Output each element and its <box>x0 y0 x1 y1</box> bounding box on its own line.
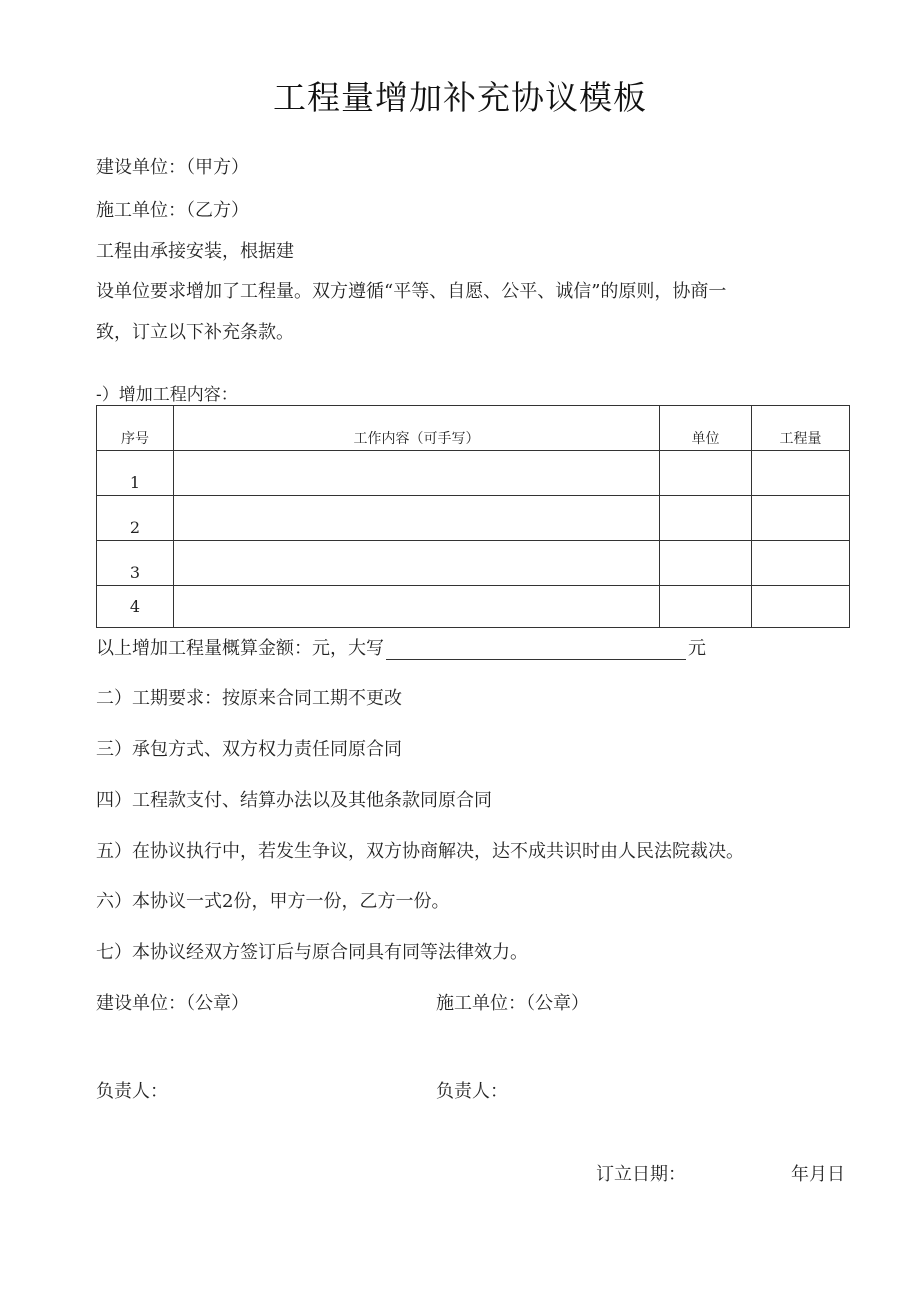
clause-7: 七）本协议经双方签订后与原合同具有同等法律效力。 <box>96 942 528 963</box>
table-header-row <box>97 406 850 451</box>
header-work-content: 工作内容（可手写） <box>174 406 660 451</box>
clause-5: 五）在协议执行中，若发生争议，双方协商解决，达不成共识时由人民法院裁决。 <box>96 841 744 862</box>
unit-cell[interactable] <box>660 541 752 586</box>
table-row <box>97 451 850 496</box>
estimate-line <box>96 634 706 660</box>
section-1-heading: -）增加工程内容： <box>96 385 238 405</box>
intro-line-3: 致，订立以下补充条款。 <box>96 322 294 343</box>
clause-2: 二）工期要求：按原来合同工期不更改 <box>96 688 402 709</box>
work-content-cell[interactable] <box>174 586 660 628</box>
clause-6: 六）本协议一式2份，甲方一份，乙方一份。 <box>96 891 450 912</box>
table-row <box>97 586 850 628</box>
intro-line-2: 设单位要求增加了工程量。双方遵循“平等、自愿、公平、诚信”的原则，协商一 <box>96 281 727 302</box>
estimate-suffix: 元 <box>688 638 706 659</box>
contractor-party-line: 施工单位：（乙方） <box>96 200 249 221</box>
row-index: 1 <box>97 451 174 496</box>
work-content-cell[interactable] <box>174 541 660 586</box>
header-unit: 单位 <box>660 406 752 451</box>
unit-cell[interactable] <box>660 586 752 628</box>
unit-cell[interactable] <box>660 496 752 541</box>
owner-party-line: 建设单位：（甲方） <box>96 157 249 178</box>
contractor-seal-label: 施工单位：（公章） <box>436 993 589 1014</box>
quantity-cell[interactable] <box>752 451 850 496</box>
row-index: 4 <box>97 586 174 628</box>
owner-seal-label: 建设单位：（公章） <box>96 993 249 1014</box>
clause-4: 四）工程款支付、结算办法以及其他条款同原合同 <box>96 790 492 811</box>
quantity-cell[interactable] <box>752 496 850 541</box>
sign-date-value: 年月日 <box>791 1164 845 1185</box>
contractor-rep-label: 负责人： <box>436 1081 508 1102</box>
row-index: 3 <box>97 541 174 586</box>
intro-line-1: 工程由承接安装，根据建 <box>96 241 294 262</box>
row-index: 2 <box>97 496 174 541</box>
work-content-cell[interactable] <box>174 496 660 541</box>
work-items-table <box>96 405 850 628</box>
clause-3: 三）承包方式、双方权力责任同原合同 <box>96 739 402 760</box>
estimate-prefix: 以上增加工程量概算金额：元，大写 <box>96 638 384 659</box>
quantity-cell[interactable] <box>752 541 850 586</box>
header-quantity: 工程量 <box>752 406 850 451</box>
table-row <box>97 496 850 541</box>
document-title: 工程量增加补充协议模板 <box>273 78 647 117</box>
unit-cell[interactable] <box>660 451 752 496</box>
owner-rep-label: 负责人： <box>96 1081 168 1102</box>
header-index: 序号 <box>97 406 174 451</box>
quantity-cell[interactable] <box>752 586 850 628</box>
table-row <box>97 541 850 586</box>
work-content-cell[interactable] <box>174 451 660 496</box>
sign-date-label: 订立日期： <box>596 1164 686 1185</box>
amount-in-words-blank[interactable] <box>386 641 686 660</box>
